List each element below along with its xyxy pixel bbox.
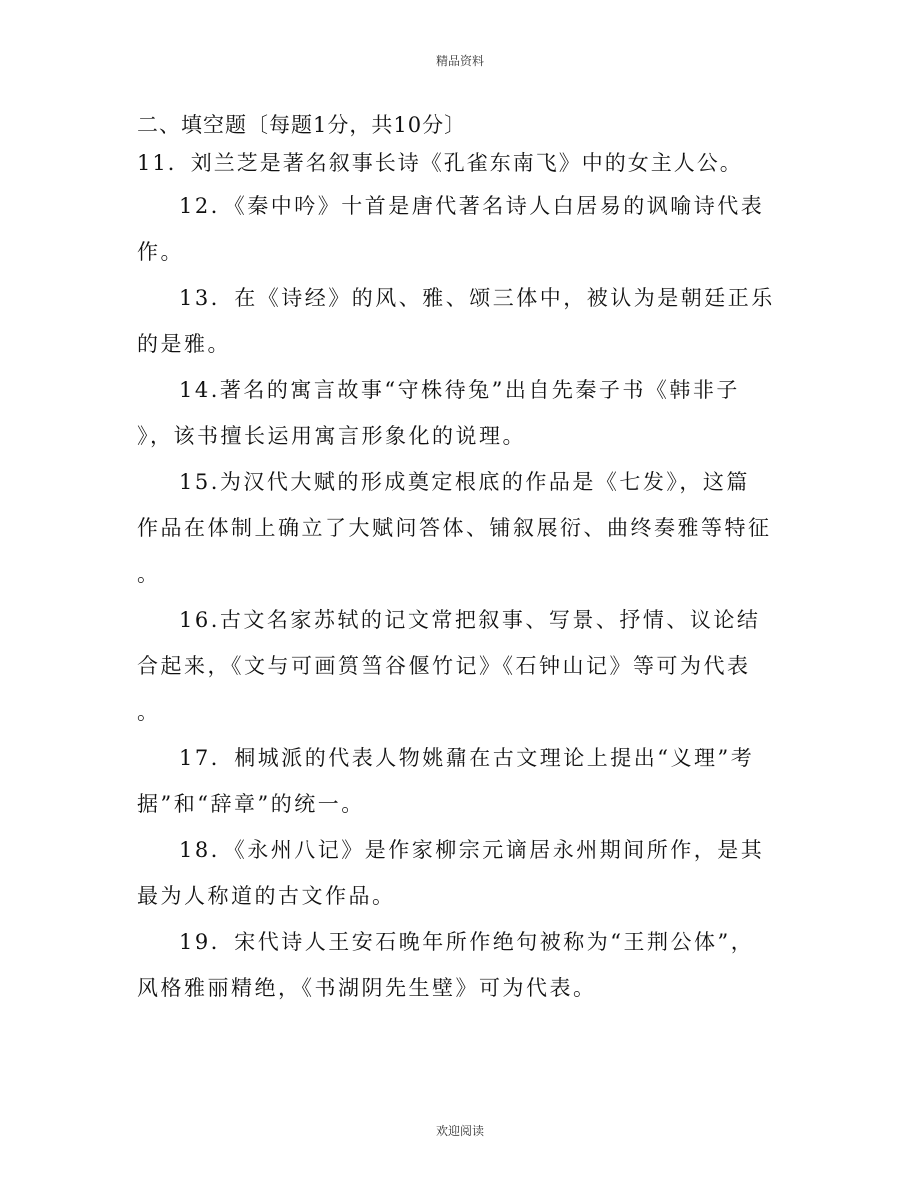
- question-item-11: [137, 143, 787, 183]
- question-item-16: [137, 597, 787, 643]
- question-line: 13．在《诗经》的风、雅、颂三体中，被认为是朝廷正乐: [179, 286, 775, 310]
- question-line: 作品在体制上确立了大赋问答体、铺叙展衍、曲终奏雅等特征: [137, 516, 772, 540]
- question-item-16-cont: [137, 643, 787, 735]
- question-item-19: [137, 919, 787, 965]
- question-item-14: [137, 367, 787, 413]
- question-line: 15.为汉代大赋的形成奠定根底的作品是《七发》，这篇: [179, 470, 750, 494]
- question-line: 作。: [137, 240, 184, 264]
- question-line: 。: [137, 700, 161, 724]
- question-item-18: [137, 827, 787, 873]
- section-title: 二、填空题〔每题1分，共10分〕: [137, 113, 467, 137]
- question-line: 18．《永州八记》是作家柳宗元谪居永州期间所作，是其: [179, 838, 765, 862]
- document-body: [137, 107, 787, 1011]
- question-item-15-cont: [137, 505, 787, 597]
- question-line: 》，该书擅长运用寓言形象化的说理。: [137, 424, 526, 448]
- question-item-12-cont: [137, 229, 787, 275]
- question-line: 12．《秦中吟》十首是唐代著名诗人白居易的讽喻诗代表: [179, 194, 765, 218]
- question-line: 风格雅丽精绝，《书湖阴先生壁》可为代表。: [137, 976, 597, 1000]
- page-header: 精品资料: [435, 54, 484, 68]
- question-line: 16.古文名家苏轼的记文常把叙事、写景、抒情、议论结: [179, 608, 761, 632]
- page-footer: 欢迎阅读: [435, 1124, 484, 1138]
- question-item-13-cont: [137, 321, 787, 367]
- question-item-19-cont: [137, 965, 787, 1011]
- question-line: 14.著名的寓言故事“守株待兔”出自先秦子书《韩非子: [179, 378, 740, 402]
- question-line: 19．宋代诗人王安石晚年所作绝句被称为“王荆公体”，: [179, 930, 755, 954]
- question-line: 合起来，《文与可画筼筜谷偃竹记》《石钟山记》等可为代表: [137, 654, 751, 678]
- question-item-18-cont: [137, 873, 787, 919]
- question-item-17-cont: [137, 781, 787, 827]
- question-line: 的是雅。: [137, 332, 231, 356]
- question-line: 。: [137, 562, 161, 586]
- question-line: 最为人称道的古文作品。: [137, 884, 396, 908]
- question-item-17: [137, 735, 787, 781]
- question-line: 11．刘兰芝是著名叙事长诗《孔雀东南飞》中的女主人公。: [137, 151, 743, 175]
- question-item-14-cont: [137, 413, 787, 459]
- question-item-15: [137, 459, 787, 505]
- question-line: 17．桐城派的代表人物姚鼐在古文理论上提出“义理”考: [179, 746, 755, 770]
- question-item-12: [137, 183, 787, 229]
- question-item-13: [137, 275, 787, 321]
- question-line: 据”和“辞章”的统一。: [137, 792, 365, 816]
